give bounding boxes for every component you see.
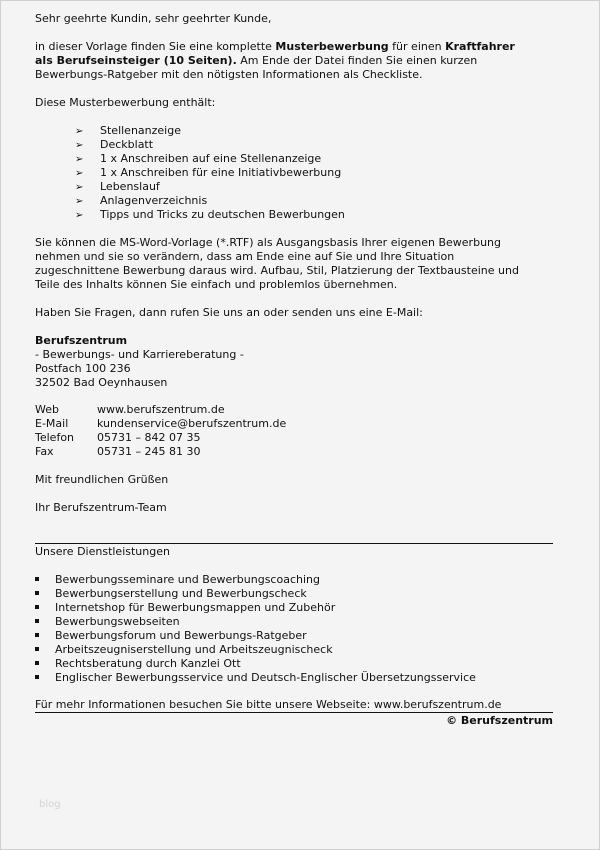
service-item bbox=[35, 671, 555, 685]
arrow-bullet-icon: ➢ bbox=[75, 210, 84, 221]
service-item bbox=[35, 587, 555, 601]
service-item-label: Internetshop für Bewerbungsmappen und Zubehör bbox=[55, 601, 336, 614]
contents-item-label: Stellenanzeige bbox=[100, 124, 181, 137]
contents-item bbox=[35, 138, 555, 152]
service-item-label: Bewerbungsseminare und Bewerbungscoaching bbox=[55, 573, 320, 586]
square-bullet-icon bbox=[35, 647, 39, 651]
contents-item-label: Deckblatt bbox=[100, 138, 154, 151]
company-name: Berufszentrum bbox=[35, 334, 128, 347]
intro-bold: Kraftfahrer bbox=[445, 40, 515, 53]
square-bullet-icon bbox=[35, 591, 39, 595]
services-list bbox=[35, 573, 555, 685]
square-bullet-icon bbox=[35, 577, 39, 581]
contact-label: Web bbox=[35, 403, 59, 416]
phone-value: 05731 – 842 07 35 bbox=[97, 431, 201, 444]
service-item-label: Bewerbungswebseiten bbox=[55, 615, 180, 628]
divider bbox=[35, 712, 553, 713]
watermark: blog bbox=[39, 799, 61, 810]
contact-label: E-Mail bbox=[35, 417, 69, 430]
intro-bold: als Berufseinsteiger (10 Seiten). bbox=[35, 54, 237, 67]
square-bullet-icon bbox=[35, 675, 39, 679]
contents-item-label: Lebenslauf bbox=[100, 180, 160, 193]
contact-block bbox=[35, 403, 555, 459]
more-info: Für mehr Informationen besuchen Sie bitte unsere Webseite: www.berufszentrum.de bbox=[35, 698, 502, 711]
fax-value: 05731 – 245 81 30 bbox=[97, 445, 201, 458]
square-bullet-icon bbox=[35, 619, 39, 623]
arrow-bullet-icon: ➢ bbox=[75, 168, 84, 179]
email-link[interactable]: kundenservice@berufszentrum.de bbox=[97, 417, 287, 430]
service-item bbox=[35, 657, 555, 671]
intro-text: Am Ende der Datei finden Sie einen kurzen bbox=[236, 54, 478, 67]
arrow-bullet-icon: ➢ bbox=[75, 126, 84, 137]
contents-heading: Diese Musterbewerbung enthält: bbox=[35, 96, 216, 109]
contents-item-label: 1 x Anschreiben für eine Initiativbewerbung bbox=[100, 166, 342, 179]
service-item bbox=[35, 615, 555, 629]
service-item-label: Bewerbungsforum und Bewerbungs-Ratgeber bbox=[55, 629, 307, 642]
services-heading: Unsere Dienstleistungen bbox=[35, 545, 170, 558]
usage-line: Teile des Inhalts können Sie einfach und problemlos übernehmen. bbox=[35, 278, 398, 291]
contact-label: Telefon bbox=[35, 431, 75, 444]
usage-line: zugeschnittene Bewerbung daraus wird. Aufbau, Stil, Platzierung der Textbausteine und bbox=[35, 264, 519, 277]
contact-label: Fax bbox=[35, 445, 54, 458]
greeting: Sehr geehrte Kundin, sehr geehrter Kunde, bbox=[35, 12, 272, 25]
address-line: - Bewerbungs- und Karriereberatung - bbox=[35, 348, 244, 361]
service-item-label: Englischer Bewerbungsservice und Deutsch-Englischer Übersetzungsservice bbox=[55, 671, 476, 684]
usage-paragraph bbox=[35, 236, 555, 292]
address-line: Postfach 100 236 bbox=[35, 362, 131, 375]
service-item-label: Rechtsberatung durch Kanzlei Ott bbox=[55, 657, 241, 670]
closing: Mit freundlichen Grüßen bbox=[35, 473, 169, 486]
intro-text: Bewerbungs-Ratgeber mit den nötigsten Informationen als Checkliste. bbox=[35, 68, 423, 81]
contents-item bbox=[35, 152, 555, 166]
arrow-bullet-icon: ➢ bbox=[75, 182, 84, 193]
contents-item-label: Tipps und Tricks zu deutschen Bewerbungen bbox=[100, 208, 345, 221]
web-link[interactable]: www.berufszentrum.de bbox=[97, 403, 225, 416]
service-item-label: Bewerbungserstellung und Bewerbungscheck bbox=[55, 587, 307, 600]
signature: Ihr Berufszentrum-Team bbox=[35, 501, 167, 514]
square-bullet-icon bbox=[35, 661, 39, 665]
contents-item bbox=[35, 166, 555, 180]
questions-text: Haben Sie Fragen, dann rufen Sie uns an oder senden uns eine E-Mail: bbox=[35, 306, 423, 319]
arrow-bullet-icon: ➢ bbox=[75, 196, 84, 207]
arrow-bullet-icon: ➢ bbox=[75, 154, 84, 165]
usage-line: nehmen und sie so verändern, dass am Ende eine auf Sie und Ihre Situation bbox=[35, 250, 455, 263]
service-item bbox=[35, 573, 555, 587]
contents-item bbox=[35, 208, 555, 222]
square-bullet-icon bbox=[35, 605, 39, 609]
intro-bold: Musterbewerbung bbox=[275, 40, 389, 53]
contents-item bbox=[35, 124, 555, 138]
contents-list bbox=[35, 124, 555, 222]
contents-item-label: Anlagenverzeichnis bbox=[100, 194, 208, 207]
intro-text: für einen bbox=[388, 40, 446, 53]
contents-item bbox=[35, 194, 555, 208]
contents-item-label: 1 x Anschreiben auf eine Stellenanzeige bbox=[100, 152, 322, 165]
contents-item bbox=[35, 180, 555, 194]
address-block bbox=[35, 334, 555, 390]
intro-paragraph bbox=[35, 40, 555, 82]
service-item bbox=[35, 629, 555, 643]
intro-text: in dieser Vorlage finden Sie eine komplette bbox=[35, 40, 276, 53]
usage-line: Sie können die MS-Word-Vorlage (*.RTF) als Ausgangsbasis Ihrer eigenen Bewerbung bbox=[35, 236, 501, 249]
square-bullet-icon bbox=[35, 633, 39, 637]
divider bbox=[35, 543, 553, 544]
address-line: 32502 Bad Oeynhausen bbox=[35, 376, 168, 389]
service-item bbox=[35, 643, 555, 657]
service-item bbox=[35, 601, 555, 615]
copyright: © Berufszentrum bbox=[446, 714, 553, 727]
service-item-label: Arbeitszeugniserstellung und Arbeitszeugnischeck bbox=[55, 643, 333, 656]
arrow-bullet-icon: ➢ bbox=[75, 140, 84, 151]
